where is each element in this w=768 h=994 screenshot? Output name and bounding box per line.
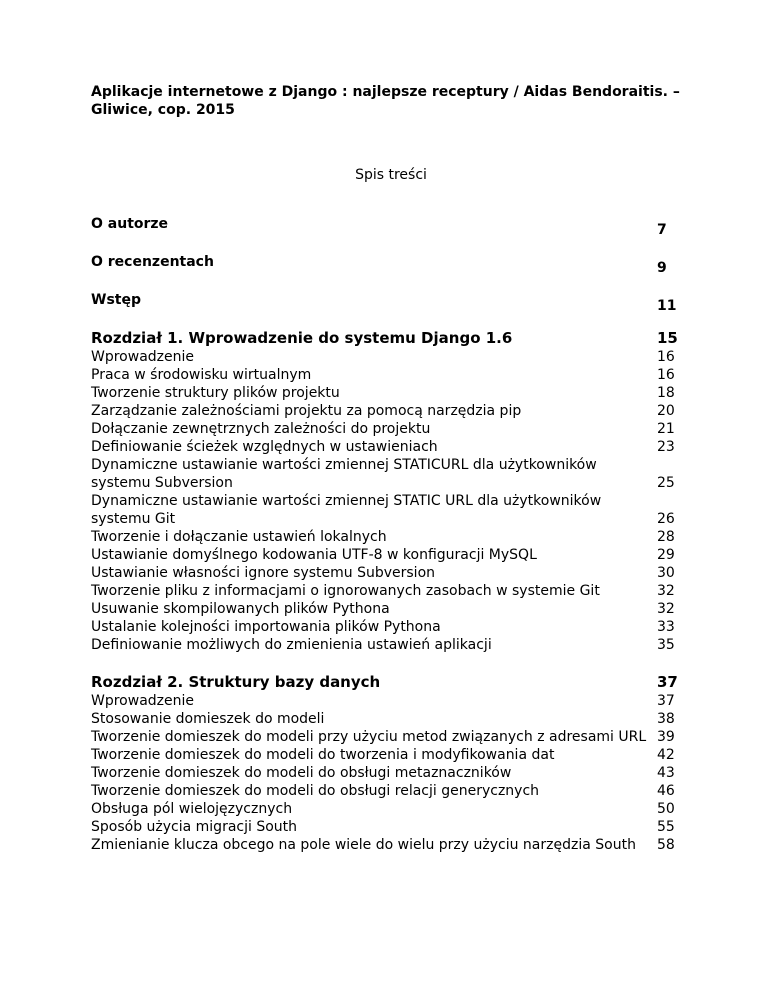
toc-item [91, 438, 691, 456]
toc-item [91, 492, 691, 528]
toc-item-page: 58 [657, 837, 675, 853]
toc-entry-page: 11 [657, 298, 677, 314]
document-title: Aplikacje internetowe z Django : najlepsze receptury / Aidas Bendoraitis. – Gliwice, cop. 2015 [91, 84, 680, 118]
toc-item-label: Ustawianie własności ignore systemu Subversion [91, 565, 436, 581]
toc-item [91, 618, 691, 636]
toc-item-page: 50 [657, 801, 675, 817]
toc-entry-label: O recenzentach [91, 254, 214, 270]
toc-item [91, 564, 691, 582]
toc-item [91, 692, 691, 710]
toc-item [91, 764, 691, 782]
toc-item-page: 21 [657, 421, 675, 437]
toc-item [91, 366, 691, 384]
toc-item [91, 800, 691, 818]
toc-item-page: 39 [657, 729, 675, 745]
toc-item-label: Dynamiczne ustawianie wartości zmiennej STATICURL dla użytkowników systemu Subversion [91, 457, 597, 491]
toc-item [91, 348, 691, 366]
toc-item [91, 782, 691, 800]
toc-entry [91, 291, 691, 314]
toc-heading: Spis treści [355, 167, 427, 183]
toc-chapter-label: Rozdział 1. Wprowadzenie do systemu Django 1.6 [91, 329, 513, 347]
toc-item-page: 16 [657, 367, 675, 383]
toc-entry-page: 9 [657, 260, 667, 276]
toc-item-page: 30 [657, 565, 675, 581]
toc-item-page: 55 [657, 819, 675, 835]
toc-item-label: Definiowanie ścieżek względnych w ustawieniach [91, 439, 438, 455]
toc-item-page: 46 [657, 783, 675, 799]
toc-item-page: 25 [657, 475, 675, 491]
toc-item-label: Definiowanie możliwych do zmienienia ustawień aplikacji [91, 637, 492, 653]
toc-item-page: 26 [657, 511, 675, 527]
toc-chapter-heading [91, 673, 691, 692]
toc-item [91, 420, 691, 438]
toc-item-label: Zmienianie klucza obcego na pole wiele do wielu przy użyciu narzędzia South [91, 837, 636, 853]
toc-item [91, 728, 691, 746]
toc-item [91, 384, 691, 402]
toc-item-label: Praca w środowisku wirtualnym [91, 367, 312, 383]
toc-item [91, 528, 691, 546]
toc-entry [91, 253, 691, 276]
toc-item-label: Obsługa pól wielojęzycznych [91, 801, 293, 817]
toc-item-page: 18 [657, 385, 675, 401]
toc-item-label: Dołączanie zewnętrznych zależności do projektu [91, 421, 431, 437]
toc-item-page: 42 [657, 747, 675, 763]
toc-item-label: Tworzenie struktury plików projektu [91, 385, 340, 401]
toc-item-label: Stosowanie domieszek do modeli [91, 711, 325, 727]
toc-item-page: 32 [657, 601, 675, 617]
toc-entry [91, 215, 691, 238]
toc-item [91, 456, 691, 492]
toc-item [91, 546, 691, 564]
toc-item [91, 636, 691, 654]
toc-item-page: 28 [657, 529, 675, 545]
toc-list [91, 215, 691, 854]
toc-item-page: 29 [657, 547, 675, 563]
toc-item-label: Zarządzanie zależnościami projektu za pomocą narzędzia pip [91, 403, 522, 419]
front-matter-list [91, 215, 691, 314]
toc-item [91, 710, 691, 728]
toc-item-page: 38 [657, 711, 675, 727]
toc-item-label: Tworzenie domieszek do modeli do tworzenia i modyfikowania dat [91, 747, 555, 763]
toc-item-label: Tworzenie i dołączanie ustawień lokalnych [91, 529, 387, 545]
toc-item-label: Wprowadzenie [91, 693, 194, 709]
toc-entry-page: 7 [657, 222, 667, 238]
toc-item-label: Ustalanie kolejności importowania plików Pythona [91, 619, 441, 635]
toc-item-page: 35 [657, 637, 675, 653]
toc-item-label: Tworzenie domieszek do modeli przy użyciu metod związanych z adresami URL [91, 729, 647, 745]
toc-chapter-page: 15 [657, 329, 678, 347]
toc-item-label: Usuwanie skompilowanych plików Pythona [91, 601, 390, 617]
toc-item-label: Ustawianie domyślnego kodowania UTF-8 w konfiguracji MySQL [91, 547, 537, 563]
toc-item-label: Dynamiczne ustawianie wartości zmiennej STATIC URL dla użytkowników systemu Git [91, 493, 602, 527]
toc-item [91, 836, 691, 854]
toc-item [91, 746, 691, 764]
toc-item-page: 23 [657, 439, 675, 455]
toc-item [91, 818, 691, 836]
toc-item [91, 582, 691, 600]
toc-item-label: Sposób użycia migracji South [91, 819, 298, 835]
toc-item-page: 33 [657, 619, 675, 635]
toc-item-page: 32 [657, 583, 675, 599]
toc-chapter-heading [91, 329, 691, 348]
toc-item-label: Tworzenie domieszek do modeli do obsługi relacji generycznych [91, 783, 540, 799]
chapter-list [91, 329, 691, 854]
toc-chapter [91, 329, 691, 654]
toc-item-page: 43 [657, 765, 675, 781]
toc-item-label: Tworzenie pliku z informacjami o ignorowanych zasobach w systemie Git [91, 583, 600, 599]
toc-chapter [91, 673, 691, 854]
toc-entry-label: O autorze [91, 216, 169, 232]
toc-item-page: 20 [657, 403, 675, 419]
toc-entry-label: Wstęp [91, 292, 141, 308]
toc-item [91, 402, 691, 420]
toc-item-page: 37 [657, 693, 675, 709]
toc-chapter-page: 37 [657, 673, 678, 691]
toc-item-label: Tworzenie domieszek do modeli do obsługi metaznaczników [91, 765, 512, 781]
document-page [91, 83, 691, 873]
toc-chapter-label: Rozdział 2. Struktury bazy danych [91, 673, 381, 691]
toc-item [91, 600, 691, 618]
toc-item-label: Wprowadzenie [91, 349, 194, 365]
toc-item-page: 16 [657, 349, 675, 365]
